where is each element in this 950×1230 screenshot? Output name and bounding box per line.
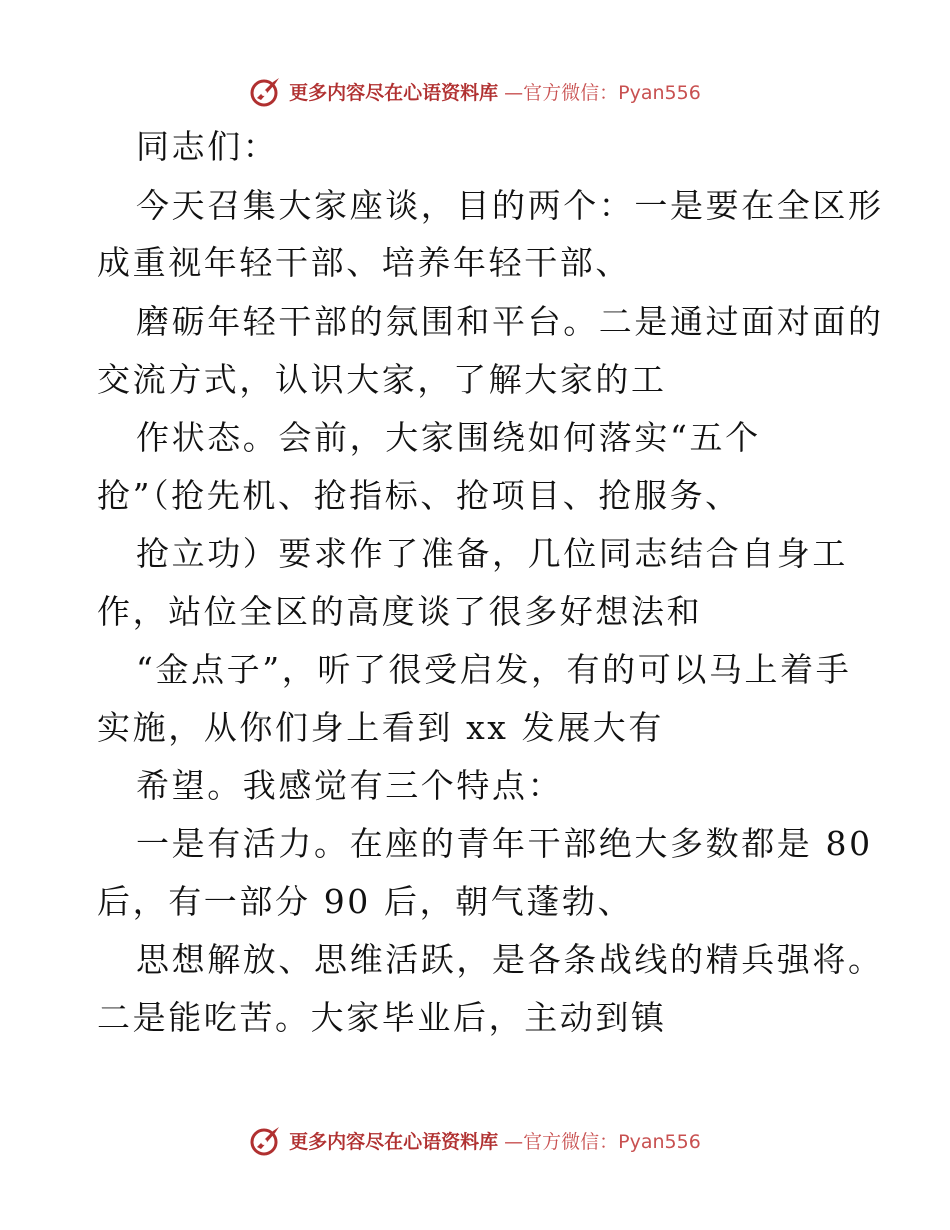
watermark-sub-text: —官方微信：Pyan556 [504, 1130, 701, 1153]
footer-watermark [0, 1120, 950, 1160]
watermark-sub-text: —官方微信：Pyan556 [504, 81, 701, 104]
text-line: 思想解放、思维活跃，是各条战线的精兵强将。 [136, 940, 884, 979]
text-line: 成重视年轻干部、培养年轻干部、 [97, 243, 631, 282]
text-line: 同志们： [136, 127, 279, 166]
text-line: 交流方式，认识大家，了解大家的工 [97, 360, 667, 399]
text-line: 抢”（抢先机、抢指标、抢项目、抢服务、 [97, 476, 741, 515]
text-line: 希望。我感觉有三个特点： [136, 766, 564, 805]
text-line: 作，站位全区的高度谈了很多好想法和 [97, 592, 703, 631]
text-line: 作状态。会前，大家围绕如何落实“五个 [136, 418, 761, 457]
text-line: 后，有一部分 90 后，朝气蓬勃、 [97, 882, 634, 921]
watermark-main-text: 更多内容尽在心语资料库 [289, 81, 499, 104]
text-line: 二是能吃苦。大家毕业后，主动到镇 [97, 998, 667, 1037]
text-line: 磨砺年轻干部的氛围和平台。二是通过面对面的 [136, 302, 884, 341]
text-line: 抢立功）要求作了准备，几位同志结合自身工 [136, 534, 848, 573]
text-line: 实施，从你们身上看到 xx 发展大有 [97, 708, 665, 747]
text-line: 今天召集大家座谈，目的两个：一是要在全区形 [136, 186, 884, 225]
watermark-main-text: 更多内容尽在心语资料库 [289, 1130, 499, 1153]
text-line: “金点子”，听了很受启发，有的可以马上着手 [136, 650, 852, 689]
text-line: 一是有活力。在座的青年干部绝大多数都是 80 [136, 824, 873, 863]
quill-logo-icon [249, 1123, 283, 1157]
